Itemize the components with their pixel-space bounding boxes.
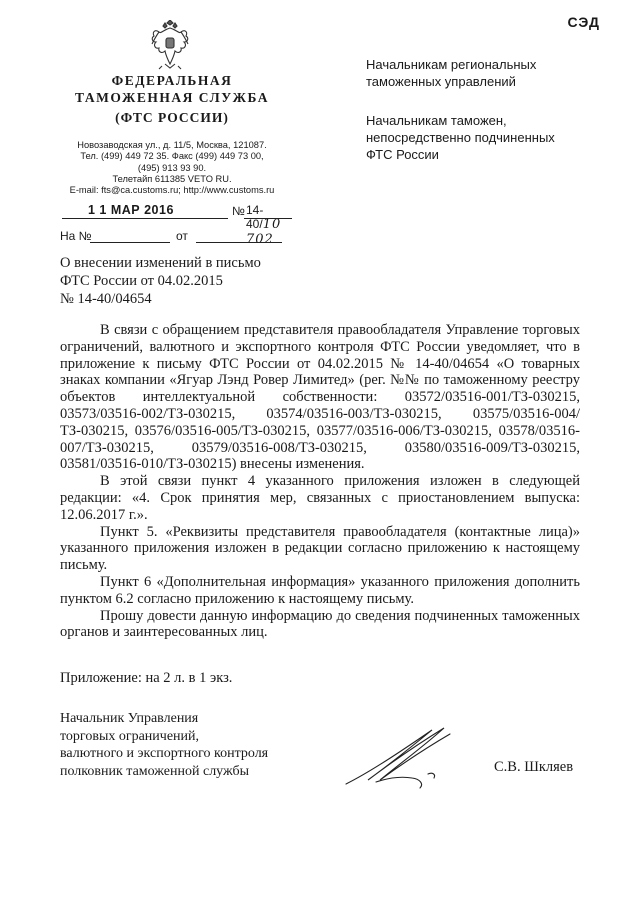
signatory-line: Начальник Управления [60, 711, 199, 726]
signatory-line: торговых ограничений, [60, 728, 200, 744]
reference-date-label: от [176, 229, 188, 243]
body-paragraph-2: В этой связи пункт 4 указанного приложения изложен в следующей редакции: «4. Срок принятия мер, связанных с приостановлением выпуска: 12.06.2017 г.». [60, 473, 580, 523]
double-headed-eagle-emblem-icon [148, 20, 192, 72]
signatory-line: полковник таможенной службы [60, 763, 250, 779]
number-underline [244, 218, 292, 219]
registration-number-label: № [232, 204, 245, 218]
letter-subject [60, 254, 261, 308]
org-contacts [54, 140, 290, 196]
reference-row [60, 229, 292, 245]
contacts-email: E-mail: fts@ca.customs.ru; http://www.customs.ru [69, 185, 275, 196]
org-name-line3: (ФТС РОССИИ) [115, 110, 229, 125]
recipient-line: ФТС России [366, 147, 439, 162]
contacts-address: Новозаводская ул., д. 11/5, Москва, 121087. [77, 140, 267, 150]
signatory-line: валютного и экспортного контроля [60, 746, 269, 761]
contacts-phone2: (495) 913 93 90. [137, 162, 207, 173]
sed-mark: СЭД [567, 14, 600, 30]
subject-line: № 14-40/04654 [60, 291, 152, 307]
reference-date-blank [196, 242, 282, 243]
body-paragraph-5: Прошу довести данную информацию до сведения подчиненных таможенных органов и заинтересованных лиц. [60, 607, 580, 641]
registration-date-stamp: 1 1 МАР 2016 [88, 203, 174, 217]
recipient-group-2 [366, 112, 555, 163]
signer-name: С.В. Шкляев [494, 759, 574, 775]
body-paragraph-1: В связи с обращением представителя правообладателя Управление торговых ограничений, валютного и экспортного контроля ФТС России уведомляет, что в приложение к письму ФТС России от 04.02.2015 № 14-40/04654 «О товарных знаках компании «Ягуар Лэнд Ровер Лимитед» (рег. №№ по таможенному реестру объектов интеллектуальной собственности: 03572/03516-001/ТЗ-030215, 03573/03516-002/ТЗ-030215, 03574/03516-003/ТЗ-030215, 03575/03516-004/ТЗ-030215, 03576/03516-005/ТЗ-030215, 03577/03516-006/ТЗ-030215, 03578/03516-007/ТЗ-030215, 03579/03516-008/ТЗ-030215, 03580/03516-009/ТЗ-030215, 03581/03516-010/ТЗ-030215) внесены изменения. [60, 322, 580, 473]
recipient-line: таможенных управлений [366, 74, 516, 89]
org-name-line1: ФЕДЕРАЛЬНАЯ [111, 73, 233, 88]
subject-line: ФТС России от 04.02.2015 [60, 273, 223, 289]
body-paragraph-3: Пункт 5. «Реквизиты представителя правообладателя (контактные лица)» указанного приложения изложен в редакции согласно приложению к настоящему письму. [60, 523, 580, 574]
subject-line: О внесении изменений в письмо [60, 255, 261, 271]
handwritten-signature-icon [340, 722, 466, 792]
reference-number-blank [90, 242, 170, 243]
registration-number-printed: 14-40/ [246, 203, 264, 231]
body-paragraph-4: Пункт 6 «Дополнительная информация» указанного приложения дополнить пунктом 6.2 согласно приложению к настоящему письму. [60, 573, 580, 607]
recipient-line: Начальникам региональных [366, 57, 537, 72]
recipient-line: Начальникам таможен, [366, 113, 507, 128]
letter-body [60, 322, 580, 641]
registration-number-handwritten: 10 702 [246, 217, 282, 247]
attachment-note: Приложение: на 2 л. в 1 экз. [60, 670, 233, 686]
reference-number-label: На № [60, 229, 92, 243]
date-underline [62, 218, 228, 219]
contacts-teletype: Телетайп 611385 VETO RU. [112, 173, 232, 184]
signatory-title [60, 710, 268, 780]
recipient-group-1 [366, 56, 536, 90]
recipient-line: непосредственно подчиненных [366, 130, 555, 145]
org-name-line2: ТАМОЖЕННАЯ СЛУЖБА [75, 90, 269, 105]
contacts-phone: Тел. (499) 449 72 35. Факс (499) 449 73 00, [80, 151, 264, 162]
